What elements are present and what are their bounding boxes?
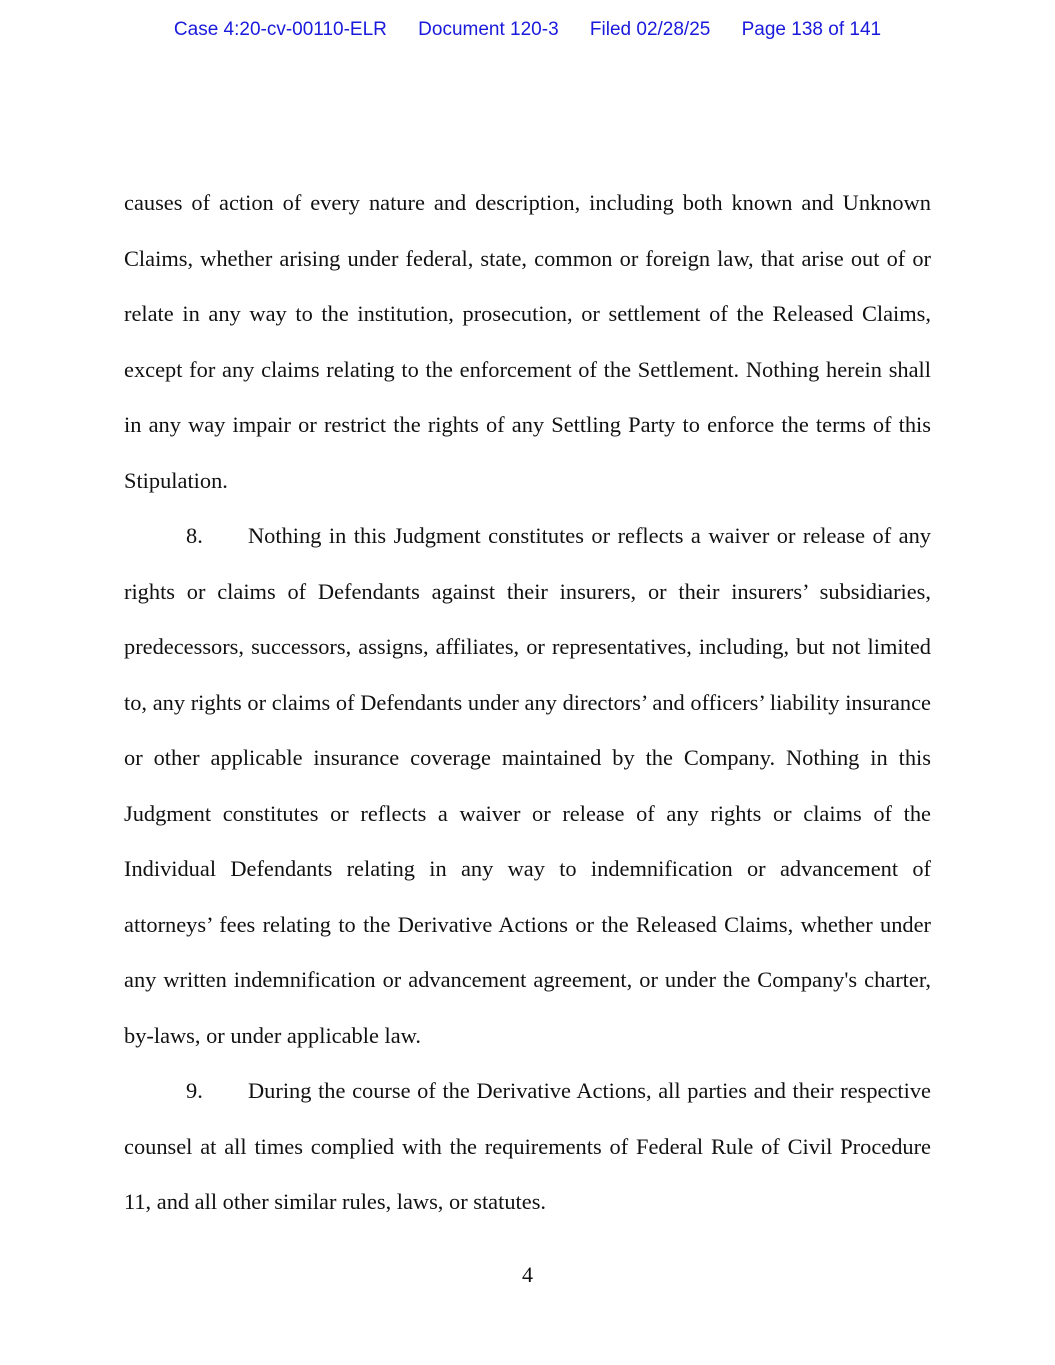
paragraph-text: During the course of the Derivative Actions, all parties and their respective counsel at all times complied with the requirements of Federal Rule of Civil Procedure 11, and all other similar rules, laws, or statutes. [124, 1078, 931, 1214]
paragraph-9 [124, 1063, 931, 1230]
filed-date: Filed 02/28/25 [589, 19, 711, 40]
paragraph-text: Nothing in this Judgment constitutes or reflects a waiver or release of any rights or claims of Defendants against their insurers, or their insurers’ subsidiaries, predecessors, successors, assigns, affiliates, or representatives, including, but not limited to, any rights or claims of Defendants under any directors’ and officers’ liability insurance or other applicable insurance coverage maintained by the Company. Nothing in this Judgment constitutes or reflects a waiver or release of any rights or claims of the Individual Defendants relating in any way to indemnification or advancement of attorneys’ fees relating to the Derivative Actions or the Released Claims, whether under any written indemnification or advancement agreement, or under the Company's charter, by-laws, or under applicable law. [124, 523, 931, 1048]
document-number: Document 120-3 [418, 19, 559, 40]
paragraph-8 [124, 508, 931, 1063]
case-number: Case 4:20-cv-00110-ELR [173, 19, 387, 40]
page-number: 4 [522, 1262, 533, 1287]
paragraph-number: 8. [186, 523, 203, 548]
paragraph-text: causes of action of every nature and description, including both known and Unknown Claims, whether arising under federal, state, common or foreign law, that arise out of or relate in any way to the institution, prosecution, or settlement of the Released Claims, except for any claims relating to the enforcement of the Settlement. Nothing herein shall in any way impair or restrict the rights of any Settling Party to enforce the terms of this Stipulation. [124, 190, 931, 493]
paragraph-continuation [124, 175, 931, 508]
ecf-filing-header [0, 19, 1055, 41]
paragraph-number: 9. [186, 1078, 203, 1103]
document-body [124, 175, 931, 1230]
page-count: Page 138 of 141 [741, 19, 882, 40]
